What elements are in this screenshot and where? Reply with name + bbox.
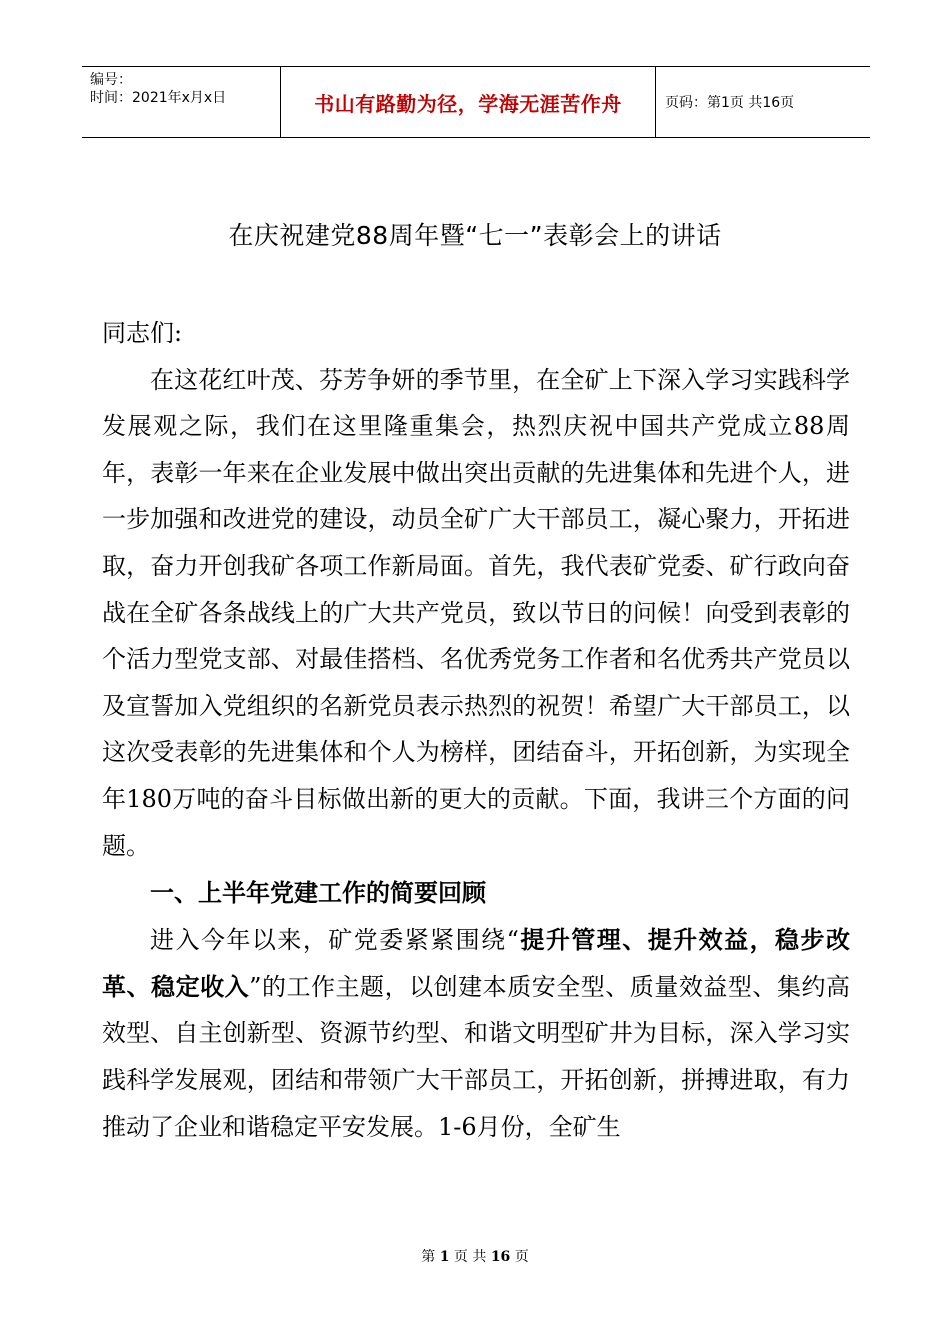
- header-page-info: 页码：第1页 共16页: [665, 95, 795, 111]
- footer-prefix: 第: [421, 1249, 436, 1265]
- footer-current-page: 1: [439, 1249, 450, 1265]
- footer-suffix: 页: [514, 1249, 529, 1265]
- document-body: [102, 310, 850, 1150]
- paragraph-2-bold: 提升管理、提升效益，稳步改革、稳定收入: [102, 926, 850, 1001]
- salutation: 同志们:: [102, 319, 183, 347]
- section-1-heading: 一、上半年党建工作的简要回顾: [150, 879, 486, 908]
- paragraph-2-prefix: 进入今年以来，矿党委紧紧围绕“: [150, 926, 519, 955]
- footer-middle: 页 共: [453, 1249, 487, 1265]
- footer-total-pages: 16: [490, 1249, 511, 1265]
- time-label: 时间：2021年x月x日: [90, 90, 227, 106]
- paragraph-1: 在这花红叶茂、芬芳争妍的季节里，在全矿上下深入学习实践科学发展观之际，我们在这里隆重集会，热烈庆祝中国共产党成立88周年，表彰一年来在企业发展中做出突出贡献的先进集体和先进个人，进一步加强和改进党的建设，动员全矿广大干部员工，凝心聚力，开拓进取，奋力开创我矿各项工作新局面。首先，我代表矿党委、矿行政向奋战在全矿各条战线上的广大共产党员，致以节日的问候！向受到表彰的个活力型党支部、对最佳搭档、名优秀党务工作者和名优秀共产党员以及宣誓加入党组织的名新党员表示热烈的祝贺！希望广大干部员工，以这次受表彰的先进集体和个人为榜样，团结奋斗，开拓创新，为实现全年180万吨的奋斗目标做出新的更大的贡献。下面，我讲三个方面的问题。: [102, 365, 850, 860]
- page-footer: [0, 1246, 950, 1266]
- header-motto: 书山有路勤为径，学海无涯苦作舟: [281, 67, 656, 137]
- document-title: 在庆祝建党88周年暨“七一”表彰会上的讲话: [228, 221, 722, 250]
- paragraph-2: [102, 917, 850, 1150]
- serial-label: 编号：: [90, 72, 132, 88]
- header-meta: [82, 67, 281, 137]
- header-table: [82, 66, 870, 138]
- paragraph-2-suffix: ”的工作主题，以创建本质安全型、质量效益型、集约高效型、自主创新型、资源节约型、和谐文明型矿井为目标，深入学习实践科学发展观，团结和带领广大干部员工，开拓创新，拼搏进取，有力推动了企业和谐稳定平安发展。1-6月份，全矿生: [102, 972, 850, 1141]
